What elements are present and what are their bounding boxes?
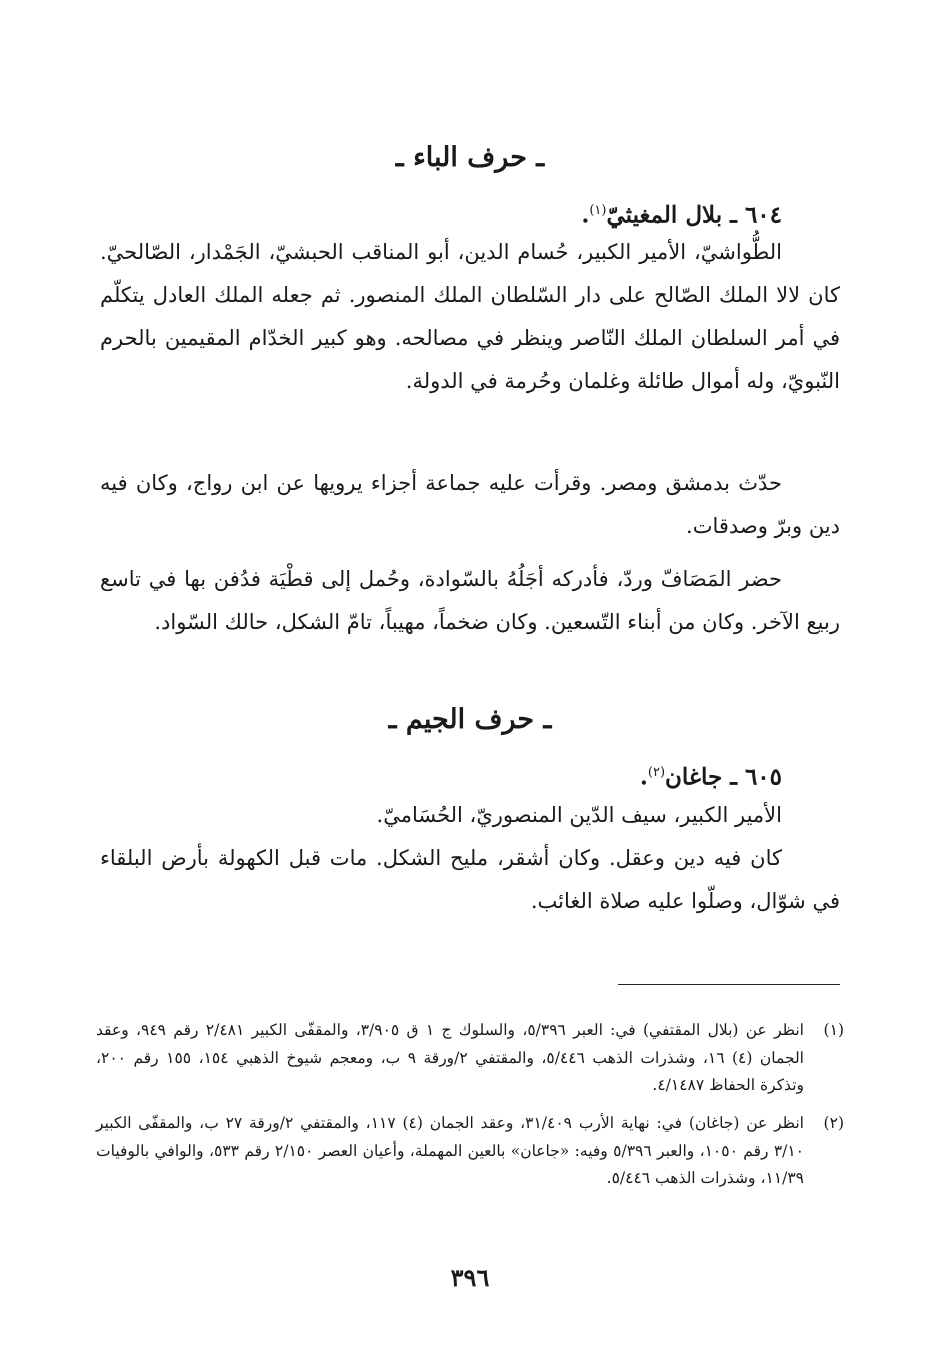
footnote-text: انظر عن (بلال المقتفي) في: العبر ٥/٣٩٦، والسلوك ج ١ ق ٣/٩٠٥، والمقفّى الكبير ٢/٤٨١ رقم ٩٤٩، وعقد الجمان (٤) ١٦، وشذرات الذهب ٥/٤٤٦، والمقتفي ٢/ورقة ٩ ب، ومعجم شيوخ الذهبي ١٥٤، ١٥٥ رقم ٢٠٠، وتذكرة الحفاظ ٤/١٤٨٧. [96, 1021, 804, 1094]
entry-title-604: ٦٠٤ ـ بلال المغيثيّ$^{(١)}$. [581, 201, 782, 229]
footnote [96, 1110, 844, 1193]
footnote-separator [618, 984, 840, 985]
footnote-ref-1: (١) [589, 203, 607, 218]
biography-paragraph: الطُّواشيّ، الأمير الكبير، حُسام الدين، أبو المناقب الحبشيّ، الجَمْدار، الصّالحيّ. كان لالا الملك الصّالح على دار السّلطان الملك المنصور. ثم جعله الملك العادل يتكلّم في أمر السلطان الملك النّاصر وينظر في مصالحه. وهو كبير الخدّام المقيمين بالحرم النّبويّ، وله أموال طائلة وغلمان وحُرمة في الدولة. [100, 240, 840, 393]
section-heading-jim: ـ حرف الجيم ـ [388, 704, 552, 735]
footnote-ref-2: (٢) [647, 765, 666, 780]
footnote-text: انظر عن (جاغان) في: نهاية الأرب ٣١/٤٠٩، وعقد الجمان (٤) ١١٧، والمقتفي ٢/ورقة ٢٧ ب، والمقفّى الكبير ٣/١٠ رقم ١٠٥٠، والعبر ٥/٣٩٦ وفيه: «جاعان» بالعين المهملة، وأعيان العصر ٢/١٥٠ رقم ٥٣٣، والوافي بالوفيات ١١/٣٩، وشذرات الذهب ٥/٤٤٦. [96, 1114, 805, 1187]
entry-title-605: ٦٠٥ ـ جاغان$^{(٢)}$. [639, 763, 782, 791]
footnote [96, 1017, 844, 1100]
page-number: ٣٩٦ [450, 1263, 490, 1292]
entry-title-text: ٦٠٥ ـ جاغان [665, 763, 782, 791]
biography-paragraph: حدّث بدمشق ومصر. وقرأت عليه جماعة أجزاء يرويها عن ابن رواج، وكان فيه دين وبرّ وصدقات. [100, 471, 840, 538]
biography-paragraph: حضر المَصَافّ وردّ، فأدركه أجَلُهُ بالسّوادة، وحُمل إلى قطْيَة فدُفن بها في تاسع ربيع الآخر. وكان من أبناء التّسعين. وكان ضخماً، مهيباً، تامّ الشكل، حالك السّواد. [100, 567, 840, 634]
section-heading-ba: ـ حرف الباء ـ [395, 142, 545, 173]
biography-paragraph: الأمير الكبير، سيف الدّين المنصوريّ، الحُسَاميّ. [376, 803, 782, 827]
footnote-number: (١) [823, 1021, 844, 1039]
biography-paragraph: كان فيه دين وعقل. وكان أشقر، مليح الشكل. مات قبل الكهولة بأرض البلقاء في شوّال، وصلّوا عليه صلاة الغائب. [100, 846, 840, 913]
entry-title-text: ٦٠٤ ـ بلال المغيثيّ [606, 201, 782, 229]
footnote-number: (٢) [823, 1114, 844, 1132]
